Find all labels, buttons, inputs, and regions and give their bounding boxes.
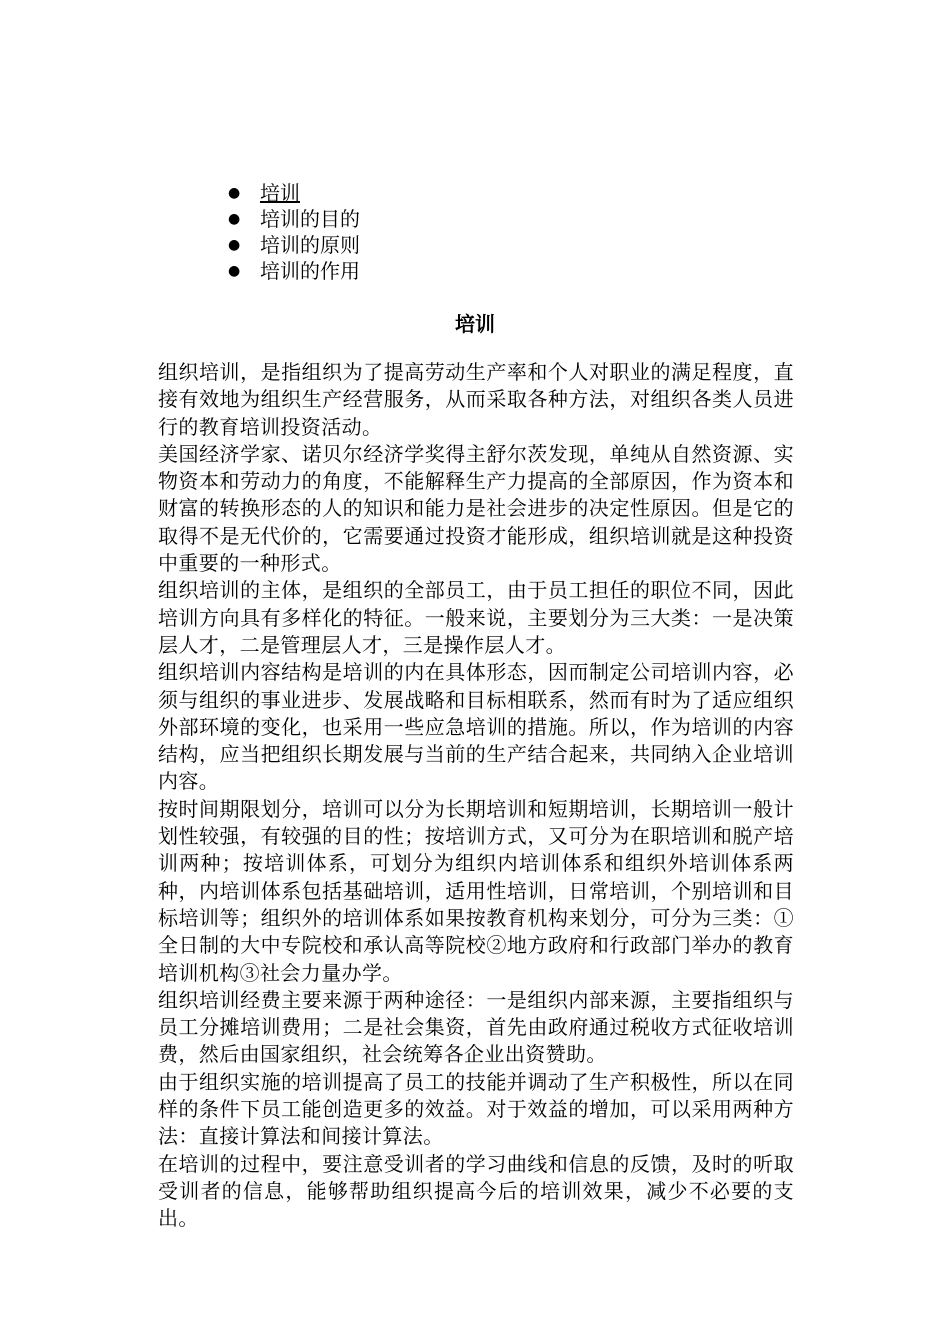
- toc-item[interactable]: [228, 258, 360, 284]
- toc-item[interactable]: [228, 180, 360, 206]
- paragraph: 美国经济学家、诺贝尔经济学奖得主舒尔茨发现，单纯从自然资源、实物资本和劳动力的角度，不能解释生产力提高的全部原因，作为资本和财富的转换形态的人的知识和能力是社会进步的决定性原因。但是它的取得不是无代价的，它需要通过投资才能形成，组织培训就是这种投资中重要的一种形式。: [158, 441, 794, 576]
- paragraph: 组织培训内容结构是培训的内在具体形态，因而制定公司培训内容，必须与组织的事业进步、发展战略和目标相联系，然而有时为了适应组织外部环境的变化，也采用一些应急培训的措施。所以，作为培训的内容结构，应当把组织长期发展与当前的生产结合起来，共同纳入企业培训内容。: [158, 660, 794, 794]
- toc-link-purpose[interactable]: 培训的目的: [260, 207, 360, 231]
- bullet-icon: ●: [228, 211, 241, 227]
- bullet-icon: ●: [228, 185, 241, 201]
- toc-item[interactable]: [228, 232, 360, 258]
- section-heading: 培训: [455, 312, 495, 336]
- paragraph: 组织培训的主体，是组织的全部员工，由于员工担任的职位不同，因此培训方向具有多样化的特征。一般来说，主要划分为三大类：一是决策层人才，二是管理层人才，三是操作层人才。: [158, 578, 794, 657]
- paragraph: 在培训的过程中，要注意受训者的学习曲线和信息的反馈，及时的听取受训者的信息，能够帮助组织提高今后的培训效果，减少不必要的支出。: [158, 1151, 794, 1231]
- paragraph: 组织培训经费主要来源于两种途径：一是组织内部来源，主要指组织与员工分摊培训费用；二是社会集资，首先由政府通过税收方式征收培训费，然后由国家组织，社会统筹各企业出资赞助。: [158, 987, 794, 1067]
- paragraph: 组织培训，是指组织为了提高劳动生产率和个人对职业的满足程度，直接有效地为组织生产经营服务，从而采取各种方法，对组织各类人员进行的教育培训投资活动。: [158, 360, 794, 439]
- toc-item[interactable]: [228, 206, 360, 232]
- paragraph: 由于组织实施的培训提高了员工的技能并调动了生产积极性，所以在同样的条件下员工能创造更多的效益。对于效益的增加，可以采用两种方法：直接计算法和间接计算法。: [158, 1069, 794, 1149]
- bullet-icon: ●: [228, 263, 241, 279]
- toc-link-principles[interactable]: 培训的原则: [260, 233, 360, 257]
- table-of-contents: [228, 180, 360, 284]
- paragraph: 按时间期限划分，培训可以分为长期培训和短期培训，长期培训一般计划性较强，有较强的目的性；按培训方式，又可分为在职培训和脱产培训两种；按培训体系，可划分为组织内培训体系和组织外培训体系两种，内培训体系包括基础培训，适用性培训，日常培训，个别培训和目标培训等；组织外的培训体系如果按教育机构来划分，可分为三类：①全日制的大中专院校和承认高等院校②地方政府和行政部门举办的教育培训机构③社会力量办学。: [158, 796, 794, 985]
- article-body: [158, 359, 794, 1233]
- bullet-icon: ●: [228, 237, 241, 253]
- toc-link-training[interactable]: 培训: [260, 181, 300, 205]
- toc-link-effects[interactable]: 培训的作用: [260, 259, 360, 283]
